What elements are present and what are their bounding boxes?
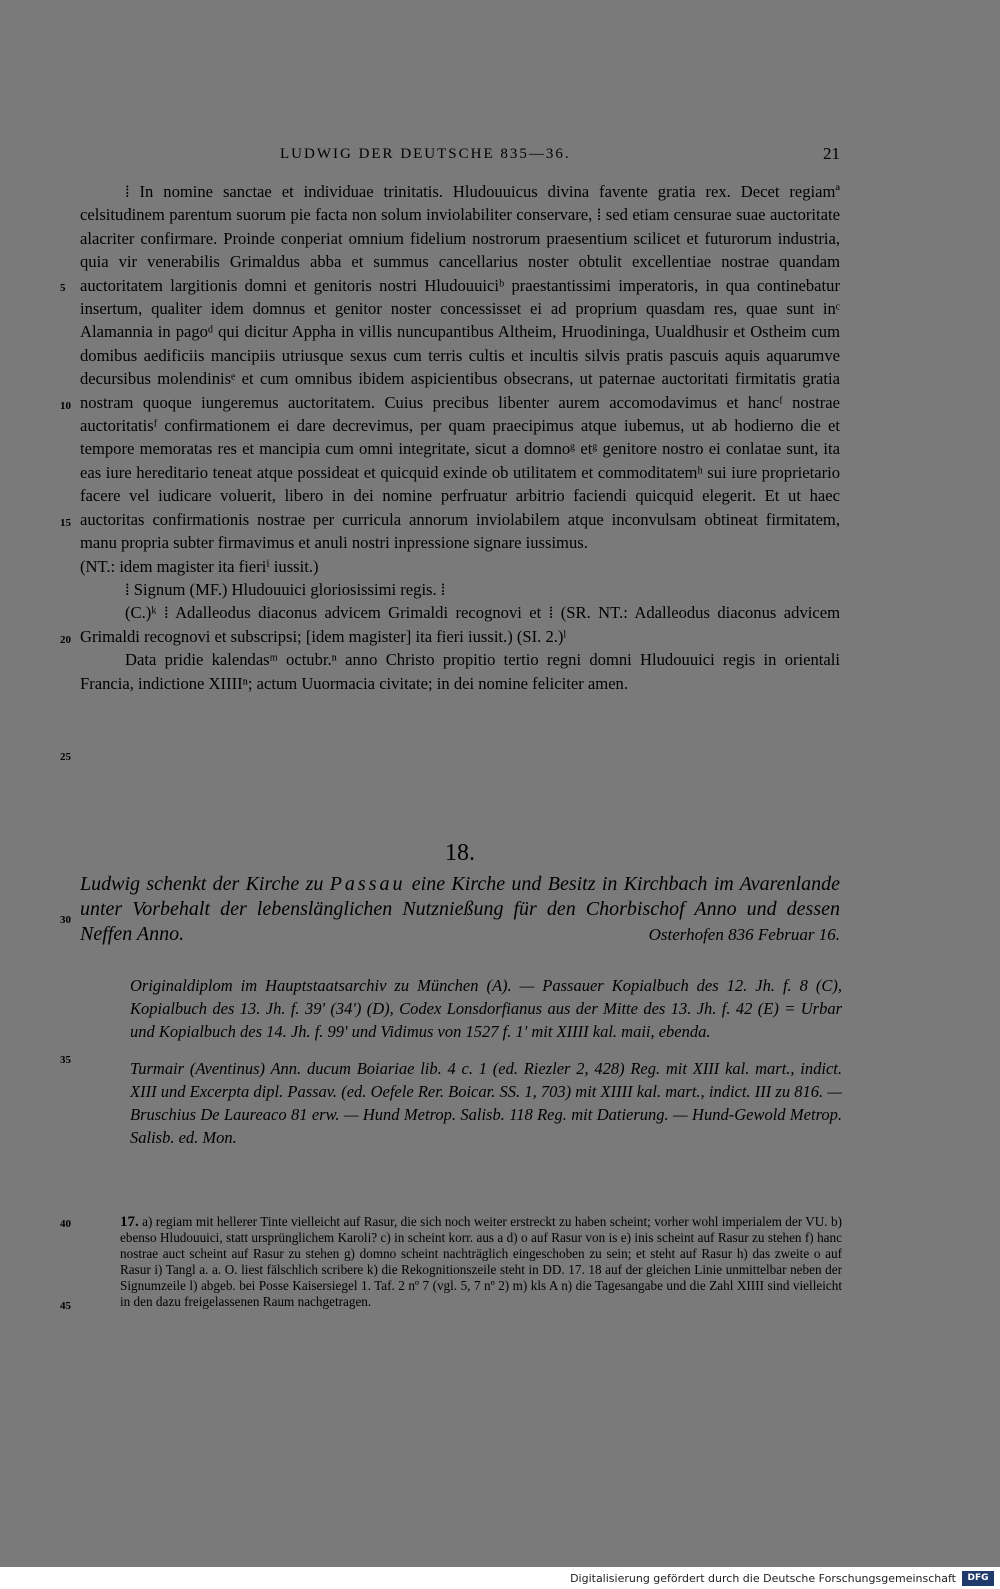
- regest-place: Passau: [329, 873, 406, 895]
- dating-clause: Data pridie kalendasᵐ octubr.ⁿ anno Christo propitio tertio regni domni Hludouuici regis in orientali Francia, indictione XIIIIⁿ; actum Uuormacia civitate; in dei nomine feliciter amen.: [80, 650, 840, 693]
- footnote-number: 17.: [120, 1214, 139, 1230]
- line-number-45: 45: [60, 1300, 71, 1312]
- recognition-line: (C.)ᵏ ⁞ Adalleodus diaconus advicem Grimaldi recognovi et ⁞ (SR. NT.: Adalleodus diaconus advicem Grimaldi recognovi et subscripsi; [idem magister] ita fieri iussit.) (SI. 2.)ˡ: [80, 603, 840, 646]
- running-title: LUDWIG DER DEUTSCHE 835—36.: [280, 146, 571, 162]
- line-number-35: 35: [60, 1054, 71, 1066]
- line-number-20: 20: [60, 634, 71, 646]
- line-number-5: 5: [60, 282, 66, 294]
- footer-bar: [0, 1567, 1000, 1589]
- regest-text-end: eine Kirche und Besitz in Kirchbach im Avarenlande unter Vorbehalt der lebenslänglichen Nutznießung für den Chorbischof Anno und dessen Neffen Anno.: [80, 873, 840, 945]
- footnotes: [120, 1214, 842, 1310]
- line-number-15: 15: [60, 517, 71, 529]
- regest-text-start: Ludwig schenkt der Kirche zu: [80, 873, 330, 895]
- charter-main-paragraph: ⁞ In nomine sanctae et individuae trinitatis. Hludouuicus divina favente gratia rex. Decet regiamª celsitudinem parentum suorum pie facta non solum inviolabiliter conservare, ⁞ sed etiam censurae suae auctoritate alacriter confirmare. Proinde conperiat omnium fidelium nostrorum praesentium scilicet et futurorum industria, quia vir venerabilis Grimaldus abba et summus cancellarius noster obtulit excellentiae nostrae quandam auctoritatem largitionis domni et genitoris nostri Hludouuiciᵇ praestantissimi imperatoris, in qua continebatur insertum, qualiter idem domnus et genitor noster concessisset ei ad proprium quasdam res, quae sunt inᶜ Alamannia in pagoᵈ qui dicitur Appha in villis nuncupantibus Altheim, Hruodininga, Uualdhusir et Ostheim cum domibus aedificiis mancipiis utriusque sexus cum terris cultis et incultis silvis pratis pascuis aquis aquarumve decursibus molendinisᵉ et cum omnibus ibidem aspicientibus obsecrans, ut paternae auctoritati firmitatis gratia nostram quoque iungeremus auctoritatem. Cuius precibus libenter aurem accomodavimus et hancᶠ nostrae auctoritatisᶠ confirmationem ei dare decrevimus, per quam praecipimus atque iubemus, ut ab hodierno die et tempore memoratas res et mancipia cum omni integritate, sicut a domnoᵍ etᵍ genitore nostro ei conlatae sunt, ita eas iure hereditario teneat atque possideat et quicquid exinde ob utilitatem et commoditatemʰ sui iure proprietario facere vel iudicare voluerit, libero in dei nomine perfruatur arbitrio faciendi quicquid elegerit. Et ut haec auctoritas confirmationis nostrae per curricula annorum inviolabilem atque inconvulsam obtineat firmitatem, manu propria subter firmavimus et anuli nostri inpressione signare iussimus.: [80, 182, 840, 553]
- footnote-text: a) regiam mit hellerer Tinte vielleicht auf Rasur, die sich noch weiter erstreckt zu haben scheint; vorher wohl imperialem der VU. b) ebenso Hludouuici, statt ursprünglichem Karoli? c) in scheint korr. aus a d) o auf Rasur von is e) inis scheint auf Rasur zu stehen f) hanc nostrae auct scheint auf Rasur zu stehen g) domno scheint nachträglich eingeschoben zu sein; et steht auf Rasur h) das zweite o auf Rasur i) Tangl a. a. O. liest fälschlich scribere k) die Rekognitionszeile steht in DD. 17. 18 auf der gleichen Linie unmittelbar neben der Signumzeile l) abgeb. bei Posse Kaisersiegel 1. Taf. 2 nº 7 (vgl. 5, 7 nº 2) m) kls A n) die Tagesangabe und die Zahl XIIII sind vielleicht in den dazu freigelassenen Raum nachgetragen.: [120, 1214, 842, 1309]
- line-number-30: 30: [60, 914, 71, 926]
- regest-date: Osterhofen 836 Februar 16.: [648, 925, 840, 944]
- regest: [80, 872, 840, 947]
- charter-text: [80, 180, 840, 695]
- line-number-10: 10: [60, 400, 71, 412]
- dfg-logo: DFG: [962, 1571, 994, 1586]
- source-tradition: [130, 974, 842, 1163]
- line-number-40: 40: [60, 1218, 71, 1230]
- source-paragraph-editions: Turmair (Aventinus) Ann. ducum Boiariae lib. 4 c. 1 (ed. Riezler 2, 428) Reg. mit XIII kal. mart., indict. XIII und Excerpta dipl. Passav. (ed. Oefele Rer. Boicar. SS. 1, 703) mit XIIII kal. mart., indict. III zu 816. — Bruschius De Laureaco 81 erw. — Hund Metrop. Salisb. 118 Reg. mit Datierung. — Hund-Gewold Metrop. Salisb. ed. Mon.: [130, 1059, 842, 1147]
- signum-line: ⁞ Signum (MF.) Hludouuici gloriosissimi regis. ⁞: [125, 579, 446, 599]
- page-number: 21: [823, 144, 840, 163]
- source-paragraph-manuscripts: Originaldiplom im Hauptstaatsarchiv zu München (A). — Passauer Kopialbuch des 12. Jh. f. 8 (C), Kopialbuch des 13. Jh. f. 39' (34') (D), Codex Lonsdorfianus aus der Mitte des 13. Jh. f. 42 (E) = Urbar und Kopialbuch des 14. Jh. f. 99' und Vidimus von 1527 f. 1' mit XIIII kal. maii, ebenda.: [130, 976, 842, 1041]
- line-number-25: 25: [60, 751, 71, 763]
- page-header: [80, 146, 840, 166]
- document-number: 18.: [445, 840, 475, 866]
- funding-notice: Digitalisierung gefördert durch die Deutsche Forschungsgemeinschaft: [570, 1572, 956, 1585]
- charter-note-line: (NT.: idem magister ita fieriⁱ iussit.): [80, 556, 319, 576]
